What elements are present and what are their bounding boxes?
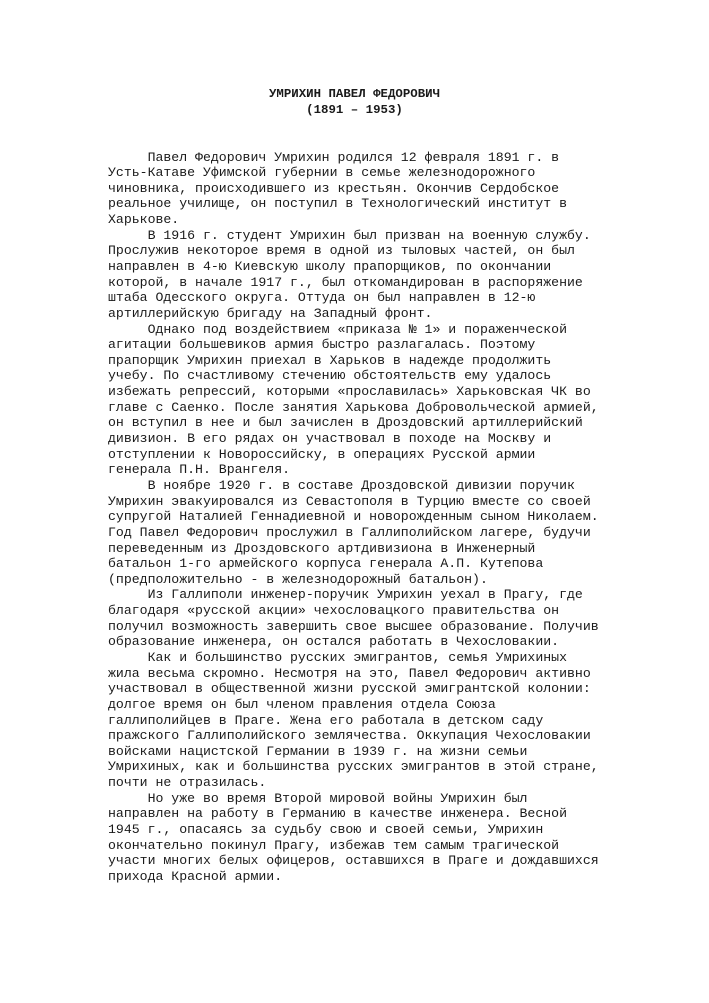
text-line: Однако под воздействием «приказа № 1» и пораженческой	[108, 321, 567, 337]
text-line: направлен на работу в Германию в качестве инженера. Весной	[108, 806, 567, 822]
text-line: чиновника, происходившего из крестьян. Окончив Сердобское	[108, 180, 560, 196]
text-line: Павел Федорович Умрихин родился 12 февраля 1891 г. в	[108, 149, 560, 165]
text-line: главе с Саенко. После занятия Харькова Добровольческой армией,	[108, 399, 599, 415]
document-header	[0, 86, 709, 118]
text-line: долгое время он был членом правления отдела Союза	[108, 696, 496, 712]
text-line: пражского Галлиполийского землячества. Оккупация Чехословакии	[108, 728, 591, 744]
text-line: агитации большевиков армия быстро разлагалась. Поэтому	[108, 337, 536, 353]
text-line: жила весьма скромно. Несмотря на это, Павел Федорович активно	[108, 665, 591, 681]
text-line: почти не отразилась.	[108, 775, 267, 791]
text-line: В ноябре 1920 г. в составе Дроздовской дивизии поручик	[108, 477, 575, 493]
text-line: генерала П.Н. Врангеля.	[108, 462, 291, 478]
text-line: отступлении к Новороссийску, в операциях Русской армии	[108, 446, 536, 462]
text-line: избежать репрессий, которыми «прославилась» Харьковская ЧК во	[108, 384, 591, 400]
text-line: артиллерийскую бригаду на Западный фронт.	[108, 305, 433, 321]
text-line: Усть-Катаве Уфимской губернии в семье железнодорожного	[108, 165, 536, 181]
text-line: штаба Одесского округа. Оттуда он был направлен в 12-ю	[108, 290, 536, 306]
text-line: Как и большинство русских эмигрантов, семья Умрихиных	[108, 650, 567, 665]
text-line: батальон 1-го армейского корпуса генерала А.П. Кутепова	[108, 556, 544, 572]
text-line: реальное училище, он поступил в Технологический институт в	[108, 196, 567, 212]
text-line: он вступил в нее и был зачислен в Дроздовский артиллерийский	[108, 415, 583, 431]
text-line: направлен в 4-ю Киевскую школу прапорщиков, по окончании	[108, 258, 552, 274]
text-line: (предположительно - в железнодорожный батальон).	[108, 571, 488, 587]
document-years: (1891 – 1953)	[306, 103, 403, 117]
document-title: УМРИХИН ПАВЕЛ ФЕДОРОВИЧ	[268, 87, 441, 101]
text-line: В 1916 г. студент Умрихин был призван на военную службу.	[108, 227, 591, 243]
text-line: благодаря «русской акции» чехословацкого правительства он	[108, 603, 560, 619]
text-line: дивизион. В его рядах он участвовал в походе на Москву и	[108, 431, 552, 447]
text-line: Умрихиных, как и большинства русских эмигрантов в этой стране,	[108, 759, 599, 775]
text-line: супругой Наталией Геннадиевной и новорожденным сыном Николаем.	[108, 509, 599, 525]
text-line: Из Галлиполи инженер-поручик Умрихин уехал в Прагу, где	[108, 587, 583, 603]
text-line: участи многих белых офицеров, оставшихся в Праге и дождавшихся	[108, 853, 599, 869]
text-line: Но уже во время Второй мировой войны Умрихин был	[108, 790, 528, 806]
text-line: учебу. По счастливому стечению обстоятельств ему удалось	[108, 368, 552, 384]
text-line: галлиполийцев в Праге. Жена его работала в детском саду	[108, 712, 544, 728]
text-line: войсками нацистской Германии в 1939 г. на жизни семьи	[108, 743, 528, 759]
text-line: Харькове.	[108, 212, 180, 228]
text-line: Прослужив некоторое время в одной из тыловых частей, он был	[108, 243, 575, 259]
text-line: образование инженера, он остался работать в Чехословакии.	[108, 634, 560, 650]
document-body	[108, 150, 628, 885]
text-line: прихода Красной армии.	[108, 868, 283, 884]
text-line: окончательно покинул Прагу, избежав тем самым трагической	[108, 837, 560, 853]
text-line: прапорщик Умрихин приехал в Харьков в надежде продолжить	[108, 352, 552, 368]
text-line: переведенным из Дроздовского артдивизиона в Инженерный	[108, 540, 536, 556]
text-line: Умрихин эвакуировался из Севастополя в Турцию вместе со своей	[108, 493, 591, 509]
text-line: 1945 г., опасаясь за судьбу свою и своей семьи, Умрихин	[108, 822, 544, 838]
text-line: Год Павел Федорович прослужил в Галлиполийском лагере, будучи	[108, 524, 591, 540]
text-line: участвовал в общественной жизни русской эмигрантской колонии:	[108, 681, 591, 697]
text-line: получил возможность завершить свое высшее образование. Получив	[108, 618, 599, 634]
text-line: которой, в начале 1917 г., был откомандирован в распоряжение	[108, 274, 583, 290]
